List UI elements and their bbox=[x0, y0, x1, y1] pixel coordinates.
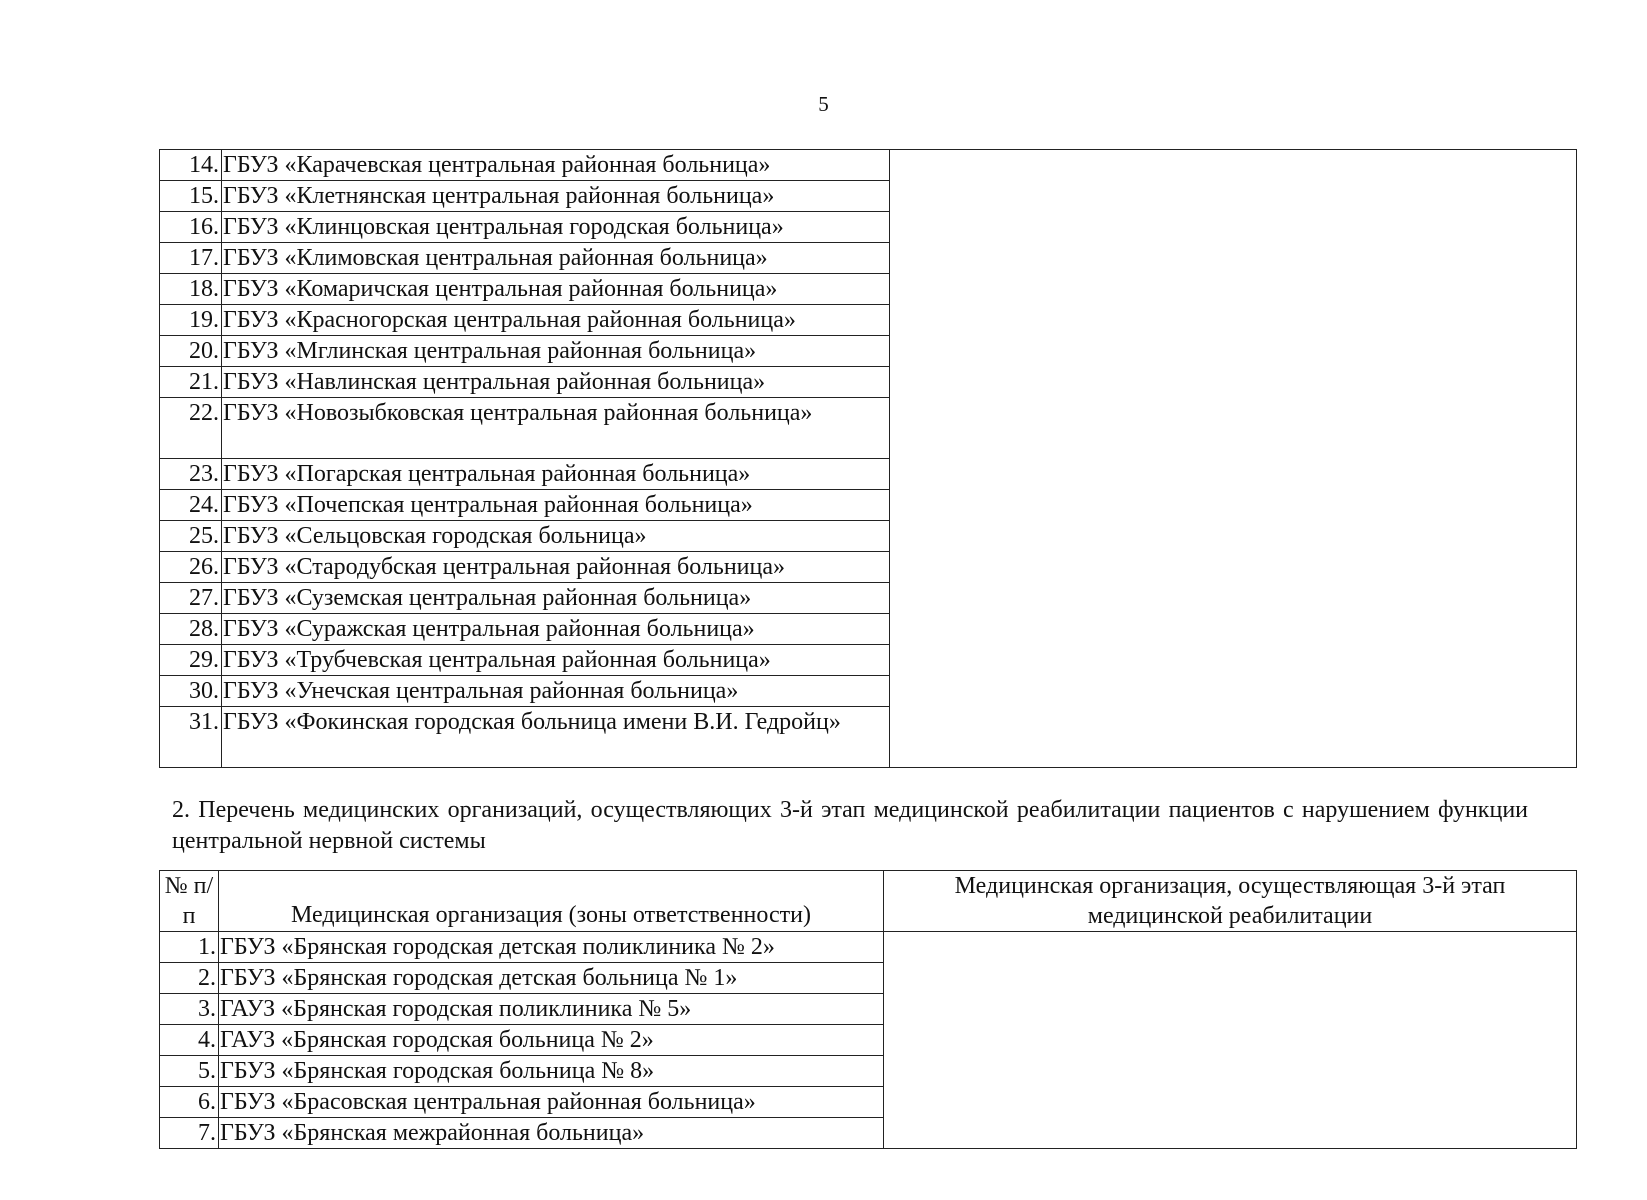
organization-name: ГБУЗ «Суземская центральная районная больница» bbox=[222, 583, 890, 614]
organization-name: ГБУЗ «Брасовская центральная районная больница» bbox=[219, 1087, 884, 1118]
rehab-organization-cell bbox=[890, 150, 1577, 768]
row-number: 26. bbox=[160, 552, 222, 583]
row-number: 31. bbox=[160, 707, 222, 768]
organization-name: ГБУЗ «Комаричская центральная районная больница» bbox=[222, 274, 890, 305]
organization-name: ГБУЗ «Суражская центральная районная больница» bbox=[222, 614, 890, 645]
organization-name: ГБУЗ «Почепская центральная районная больница» bbox=[222, 490, 890, 521]
row-number: 28. bbox=[160, 614, 222, 645]
section-2-heading: 2. Перечень медицинских организаций, осуществляющих 3-й этап медицинской реабилитации пациентов с нарушением функции центральной нервной системы bbox=[172, 797, 1528, 854]
row-number: 24. bbox=[160, 490, 222, 521]
table-header-row bbox=[160, 871, 1577, 932]
organization-name: ГАУЗ «Брянская городская больница № 2» bbox=[219, 1025, 884, 1056]
row-number: 4. bbox=[160, 1025, 219, 1056]
row-number: 6. bbox=[160, 1087, 219, 1118]
table-row bbox=[160, 150, 1577, 181]
organization-name: ГБУЗ «Брянская городская больница № 8» bbox=[219, 1056, 884, 1087]
organization-name: ГБУЗ «Стародубская центральная районная больница» bbox=[222, 552, 890, 583]
organization-name: ГБУЗ «Брянская межрайонная больница» bbox=[219, 1118, 884, 1149]
row-number: 27. bbox=[160, 583, 222, 614]
organization-name: ГБУЗ «Сельцовская городская больница» bbox=[222, 521, 890, 552]
organization-name: ГБУЗ «Мглинская центральная районная больница» bbox=[222, 336, 890, 367]
organization-name: ГБУЗ «Брянская городская детская больница № 1» bbox=[219, 963, 884, 994]
row-number: 25. bbox=[160, 521, 222, 552]
row-number: 19. bbox=[160, 305, 222, 336]
organization-name: ГБУЗ «Клинцовская центральная городская больница» bbox=[222, 212, 890, 243]
column-header-organization: Медицинская организация (зоны ответственности) bbox=[219, 871, 884, 932]
organization-name: ГБУЗ «Погарская центральная районная больница» bbox=[222, 459, 890, 490]
organization-name: ГБУЗ «Навлинская центральная районная больница» bbox=[222, 367, 890, 398]
row-number: 23. bbox=[160, 459, 222, 490]
row-number: 29. bbox=[160, 645, 222, 676]
row-number: 17. bbox=[160, 243, 222, 274]
rehab-stage-3-table bbox=[159, 870, 1577, 1149]
organizations-table-continued bbox=[159, 149, 1577, 768]
row-number: 5. bbox=[160, 1056, 219, 1087]
row-number: 14. bbox=[160, 150, 222, 181]
page-number: 5 bbox=[818, 92, 829, 116]
organization-name: ГБУЗ «Новозыбковская центральная районная больница» bbox=[222, 398, 890, 459]
row-number: 20. bbox=[160, 336, 222, 367]
row-number: 18. bbox=[160, 274, 222, 305]
organization-name: ГАУЗ «Брянская городская поликлиника № 5» bbox=[219, 994, 884, 1025]
organization-name: ГБУЗ «Карачевская центральная районная больница» bbox=[222, 150, 890, 181]
organization-name: ГБУЗ «Трубчевская центральная районная больница» bbox=[222, 645, 890, 676]
row-number: 7. bbox=[160, 1118, 219, 1149]
row-number: 1. bbox=[160, 932, 219, 963]
organization-name: ГБУЗ «Фокинская городская больница имени В.И. Гедройц» bbox=[222, 707, 890, 768]
column-header-rehab-organization: Медицинская организация, осуществляющая 3-й этап медицинской реабилитации bbox=[884, 871, 1577, 932]
row-number: 15. bbox=[160, 181, 222, 212]
row-number: 3. bbox=[160, 994, 219, 1025]
organization-name: ГБУЗ «Брянская городская детская поликлиника № 2» bbox=[219, 932, 884, 963]
organization-name: ГБУЗ «Красногорская центральная районная больница» bbox=[222, 305, 890, 336]
rehab-organization-cell bbox=[884, 932, 1577, 1149]
organization-name: ГБУЗ «Клетнянская центральная районная больница» bbox=[222, 181, 890, 212]
organization-name: ГБУЗ «Унечская центральная районная больница» bbox=[222, 676, 890, 707]
table-row bbox=[160, 932, 1577, 963]
row-number: 22. bbox=[160, 398, 222, 459]
row-number: 30. bbox=[160, 676, 222, 707]
row-number: 2. bbox=[160, 963, 219, 994]
organization-name: ГБУЗ «Климовская центральная районная больница» bbox=[222, 243, 890, 274]
row-number: 16. bbox=[160, 212, 222, 243]
row-number: 21. bbox=[160, 367, 222, 398]
column-header-number: № п/п bbox=[160, 871, 219, 932]
